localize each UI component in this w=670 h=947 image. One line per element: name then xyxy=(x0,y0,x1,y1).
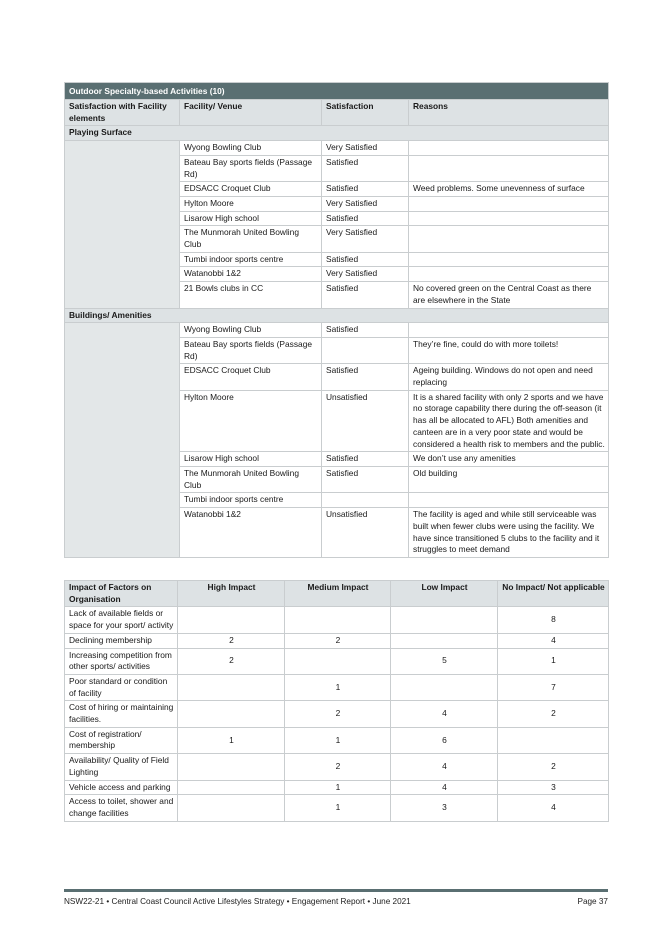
venue-cell: 21 Bowls clubs in CC xyxy=(180,282,322,308)
column-header: Impact of Factors on Organisation xyxy=(65,581,178,607)
reason-cell: Weed problems. Some unevenness of surface xyxy=(409,182,609,197)
table-row xyxy=(65,607,609,633)
low-impact-cell xyxy=(391,633,498,648)
medium-impact-cell xyxy=(285,648,391,674)
table-row xyxy=(65,727,609,753)
venue-cell: EDSACC Croquet Club xyxy=(180,364,322,390)
footer-text: NSW22-21 • Central Coast Council Active Lifestyles Strategy • Engagement Report • June 2021 xyxy=(64,897,411,906)
low-impact-cell: 4 xyxy=(391,780,498,795)
reason-cell xyxy=(409,141,609,156)
factor-cell: Cost of hiring or maintaining facilities. xyxy=(65,701,178,727)
factor-cell: Access to toilet, shower and change facilities xyxy=(65,795,178,821)
medium-impact-cell xyxy=(285,607,391,633)
column-header: No Impact/ Not applicable xyxy=(498,581,609,607)
factor-cell: Cost of registration/ membership xyxy=(65,727,178,753)
no-impact-cell: 1 xyxy=(498,648,609,674)
high-impact-cell: 2 xyxy=(178,648,285,674)
satisfaction-cell: Satisfied xyxy=(322,211,409,226)
reason-cell: Ageing building. Windows do not open and need replacing xyxy=(409,364,609,390)
reason-cell: They’re fine, could do with more toilets! xyxy=(409,337,609,363)
medium-impact-cell: 1 xyxy=(285,795,391,821)
column-header: Low Impact xyxy=(391,581,498,607)
low-impact-cell: 5 xyxy=(391,648,498,674)
table-row xyxy=(65,648,609,674)
venue-cell: Hylton Moore xyxy=(180,390,322,452)
no-impact-cell: 3 xyxy=(498,780,609,795)
reason-cell: It is a shared facility with only 2 sports and we have no storage capability there during the off-season (it has all be allocated to AFL) Both amenities and canteen are in a very poor state and would be considered a health risk to members and the public. xyxy=(409,390,609,452)
high-impact-cell: 2 xyxy=(178,633,285,648)
high-impact-cell xyxy=(178,701,285,727)
impact-factors-table xyxy=(64,580,609,822)
table-row xyxy=(65,674,609,700)
no-impact-cell: 2 xyxy=(498,701,609,727)
column-header: Medium Impact xyxy=(285,581,391,607)
section-row xyxy=(65,126,609,141)
medium-impact-cell: 2 xyxy=(285,754,391,780)
high-impact-cell xyxy=(178,780,285,795)
satisfaction-cell: Very Satisfied xyxy=(322,267,409,282)
medium-impact-cell: 1 xyxy=(285,727,391,753)
section-label: Playing Surface xyxy=(65,126,609,141)
reason-cell xyxy=(409,155,609,181)
table-row xyxy=(65,780,609,795)
satisfaction-table xyxy=(64,82,609,558)
venue-cell: Lisarow High school xyxy=(180,211,322,226)
page-number: Page 37 xyxy=(577,897,608,906)
satisfaction-cell: Very Satisfied xyxy=(322,196,409,211)
reason-cell: No covered green on the Central Coast as there are elsewhere in the State xyxy=(409,282,609,308)
satisfaction-cell: Satisfied xyxy=(322,466,409,492)
column-header: Satisfaction with Facility elements xyxy=(65,100,180,126)
satisfaction-cell: Satisfied xyxy=(322,252,409,267)
venue-cell: The Munmorah United Bowling Club xyxy=(180,226,322,252)
venue-cell: Wyong Bowling Club xyxy=(180,141,322,156)
table-row xyxy=(65,633,609,648)
factor-cell: Availability/ Quality of Field Lighting xyxy=(65,754,178,780)
venue-cell: Watanobbi 1&2 xyxy=(180,267,322,282)
low-impact-cell xyxy=(391,674,498,700)
venue-cell: Bateau Bay sports fields (Passage Rd) xyxy=(180,155,322,181)
factor-cell: Lack of available fields or space for your sport/ activity xyxy=(65,607,178,633)
satisfaction-cell: Very Satisfied xyxy=(322,141,409,156)
satisfaction-cell xyxy=(322,337,409,363)
column-header: Satisfaction xyxy=(322,100,409,126)
venue-cell: Lisarow High school xyxy=(180,452,322,467)
satisfaction-cell: Satisfied xyxy=(322,323,409,338)
venue-cell: Watanobbi 1&2 xyxy=(180,508,322,558)
venue-cell: Tumbi indoor sports centre xyxy=(180,493,322,508)
low-impact-cell: 4 xyxy=(391,754,498,780)
reason-cell: Old building xyxy=(409,466,609,492)
no-impact-cell: 7 xyxy=(498,674,609,700)
low-impact-cell: 3 xyxy=(391,795,498,821)
high-impact-cell: 1 xyxy=(178,727,285,753)
section-spacer-cell xyxy=(65,141,180,308)
no-impact-cell xyxy=(498,727,609,753)
venue-cell: Wyong Bowling Club xyxy=(180,323,322,338)
column-header-row xyxy=(65,100,609,126)
factor-cell: Declining membership xyxy=(65,633,178,648)
venue-cell: Tumbi indoor sports centre xyxy=(180,252,322,267)
satisfaction-cell: Satisfied xyxy=(322,364,409,390)
no-impact-cell: 2 xyxy=(498,754,609,780)
medium-impact-cell: 2 xyxy=(285,633,391,648)
reason-cell xyxy=(409,211,609,226)
table-row xyxy=(65,141,609,156)
reason-cell xyxy=(409,323,609,338)
reason-cell xyxy=(409,226,609,252)
reason-cell xyxy=(409,493,609,508)
reason-cell xyxy=(409,252,609,267)
venue-cell: The Munmorah United Bowling Club xyxy=(180,466,322,492)
column-header-row xyxy=(65,581,609,607)
column-header: Facility/ Venue xyxy=(180,100,322,126)
table-row xyxy=(65,795,609,821)
table-row xyxy=(65,754,609,780)
low-impact-cell: 4 xyxy=(391,701,498,727)
high-impact-cell xyxy=(178,607,285,633)
factor-cell: Vehicle access and parking xyxy=(65,780,178,795)
factor-cell: Increasing competition from other sports/ activities xyxy=(65,648,178,674)
satisfaction-cell: Satisfied xyxy=(322,282,409,308)
table-row xyxy=(65,701,609,727)
column-header: High Impact xyxy=(178,581,285,607)
venue-cell: Hylton Moore xyxy=(180,196,322,211)
reason-cell xyxy=(409,196,609,211)
high-impact-cell xyxy=(178,795,285,821)
table-row xyxy=(65,323,609,338)
medium-impact-cell: 1 xyxy=(285,674,391,700)
section-spacer-cell xyxy=(65,323,180,558)
medium-impact-cell: 1 xyxy=(285,780,391,795)
factor-cell: Poor standard or condition of facility xyxy=(65,674,178,700)
table-title: Outdoor Specialty-based Activities (10) xyxy=(65,83,609,100)
venue-cell: EDSACC Croquet Club xyxy=(180,182,322,197)
venue-cell: Bateau Bay sports fields (Passage Rd) xyxy=(180,337,322,363)
high-impact-cell xyxy=(178,674,285,700)
column-header: Reasons xyxy=(409,100,609,126)
table-title-row xyxy=(65,83,609,100)
low-impact-cell xyxy=(391,607,498,633)
medium-impact-cell: 2 xyxy=(285,701,391,727)
satisfaction-cell: Unsatisfied xyxy=(322,508,409,558)
reason-cell: We don’t use any amenities xyxy=(409,452,609,467)
satisfaction-cell: Satisfied xyxy=(322,155,409,181)
satisfaction-cell xyxy=(322,493,409,508)
satisfaction-cell: Unsatisfied xyxy=(322,390,409,452)
satisfaction-cell: Satisfied xyxy=(322,182,409,197)
satisfaction-cell: Very Satisfied xyxy=(322,226,409,252)
section-row xyxy=(65,308,609,323)
reason-cell xyxy=(409,267,609,282)
footer-rule xyxy=(64,889,608,892)
low-impact-cell: 6 xyxy=(391,727,498,753)
satisfaction-cell: Satisfied xyxy=(322,452,409,467)
high-impact-cell xyxy=(178,754,285,780)
no-impact-cell: 4 xyxy=(498,795,609,821)
reason-cell: The facility is aged and while still serviceable was built when fewer clubs were using the facility. We have since transitioned 5 clubs to the facility and it struggles to meet demand xyxy=(409,508,609,558)
section-label: Buildings/ Amenities xyxy=(65,308,609,323)
no-impact-cell: 8 xyxy=(498,607,609,633)
no-impact-cell: 4 xyxy=(498,633,609,648)
